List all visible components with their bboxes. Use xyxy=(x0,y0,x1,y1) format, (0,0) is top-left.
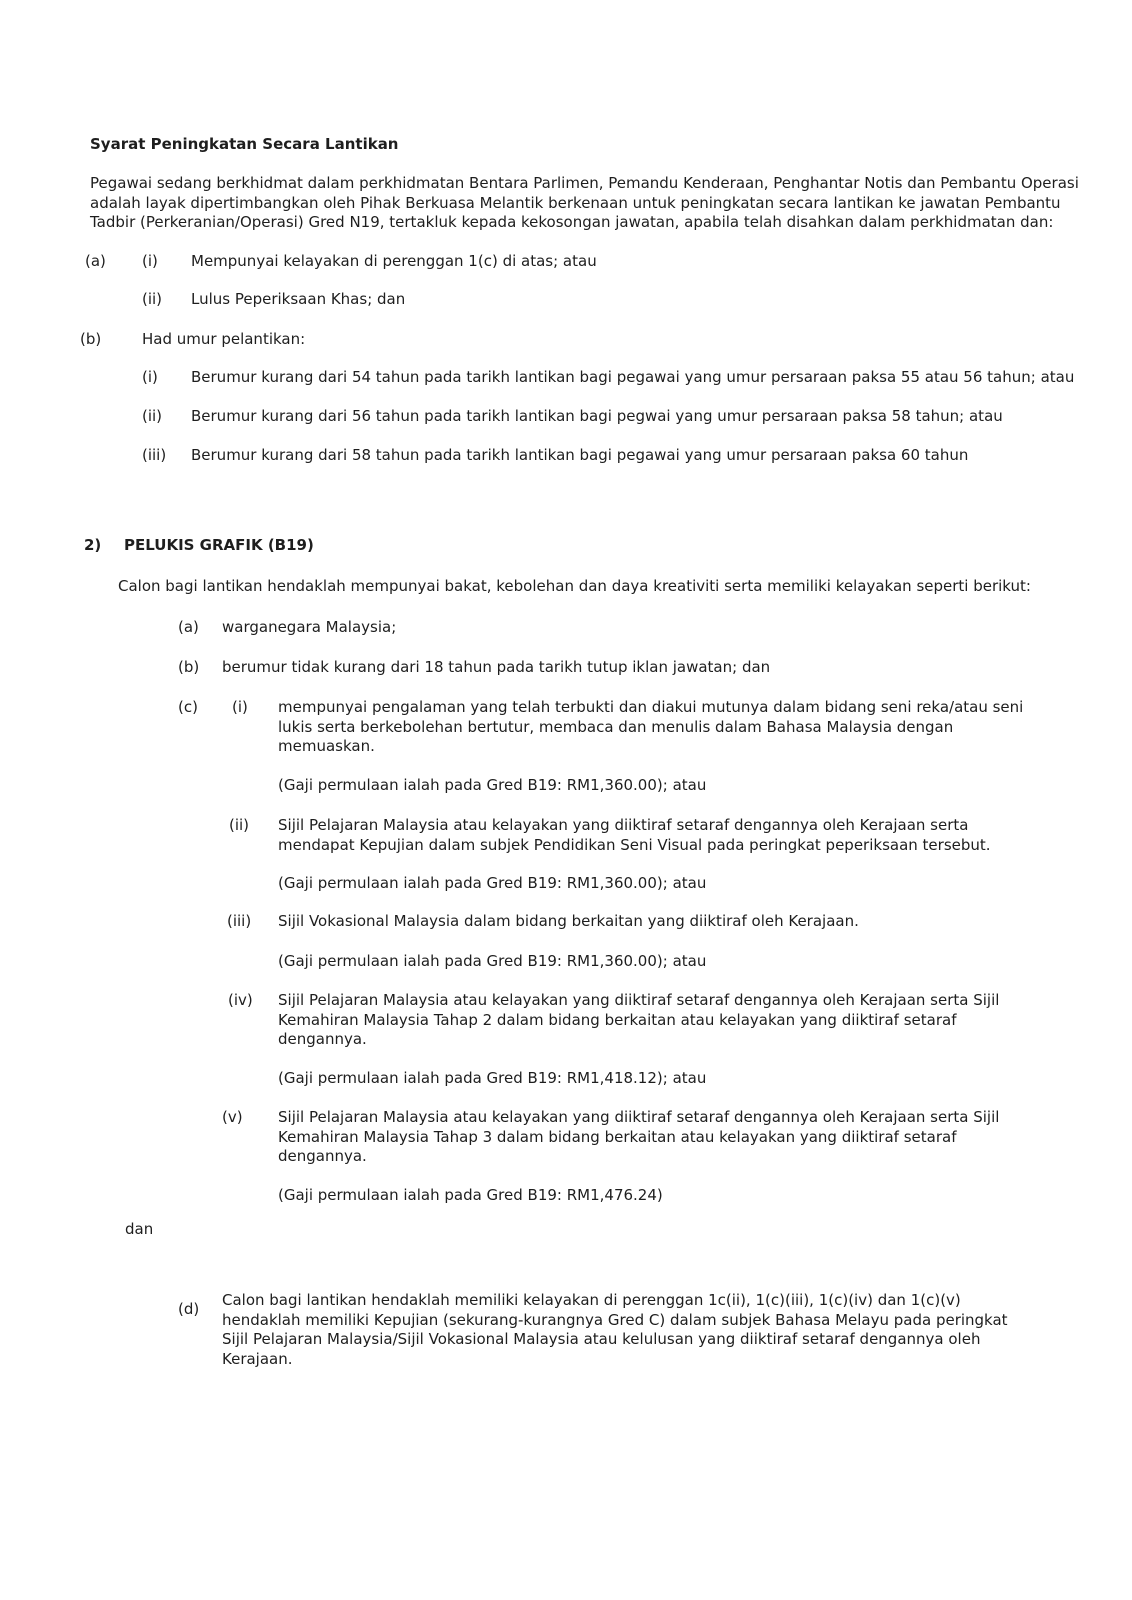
item-label-b: (b) xyxy=(80,330,102,348)
subitem-text: Berumur kurang dari 54 tahun pada tarikh lantikan bagi pegawai yang umur persaraan paksa 55 atau 56 tahun; atau xyxy=(191,368,1075,386)
salary-note: (Gaji permulaan ialah pada Gred B19: RM1,360.00); atau xyxy=(278,874,707,892)
subitem-text: Berumur kurang dari 58 tahun pada tarikh lantikan bagi pegawai yang umur persaraan paksa 60 tahun xyxy=(191,446,969,464)
item-label-a: (a) xyxy=(178,618,199,636)
item-text-a: warganegara Malaysia; xyxy=(222,618,397,636)
paragraph-line: memuaskan. xyxy=(278,737,375,755)
paragraph-line: dengannya. xyxy=(278,1147,367,1165)
option-text xyxy=(278,698,1023,757)
salary-note: (Gaji permulaan ialah pada Gred B19: RM1,418.12); atau xyxy=(278,1069,707,1087)
paragraph-line: mendapat Kepujian dalam subjek Pendidikan Seni Visual pada peringkat peperiksaan tersebut. xyxy=(278,835,991,854)
salary-note: (Gaji permulaan ialah pada Gred B19: RM1,476.24) xyxy=(278,1186,663,1204)
paragraph-line: Kemahiran Malaysia Tahap 2 dalam bidang berkaitan atau kelayakan yang diiktiraf setaraf xyxy=(278,1010,957,1029)
paragraph-line: Pegawai sedang berkhidmat dalam perkhidmatan Bentara Parlimen, Pemandu Kenderaan, Penghantar Notis dan Pembantu Operasi xyxy=(90,174,1079,192)
item-label-c: (c) xyxy=(178,698,198,716)
paragraph-line: Kerajaan. xyxy=(222,1349,293,1368)
option-text xyxy=(278,816,991,855)
subitem-label: (iii) xyxy=(142,446,167,464)
option-label: (iv) xyxy=(228,991,253,1009)
salary-note: (Gaji permulaan ialah pada Gred B19: RM1,360.00); atau xyxy=(278,952,707,970)
option-label: (ii) xyxy=(229,816,250,834)
paragraph-line: Calon bagi lantikan hendaklah memiliki kelayakan di perenggan 1c(ii), 1(c)(iii), 1(c)(iv) dan 1(c)(v) xyxy=(222,1291,961,1309)
paragraph-line: mempunyai pengalaman yang telah terbukti dan diakui mutunya dalam bidang seni reka/atau seni xyxy=(278,698,1024,716)
paragraph-line: dengannya. xyxy=(278,1030,367,1048)
section-number: 2) xyxy=(84,536,102,554)
salary-note: (Gaji permulaan ialah pada Gred B19: RM1,360.00); atau xyxy=(278,776,707,794)
paragraph-line: Sijil Pelajaran Malaysia atau kelayakan yang diiktiraf setaraf dengannya oleh Kerajaan serta Sijil xyxy=(278,1108,1000,1126)
intro-paragraph xyxy=(90,174,1079,233)
paragraph-line: Sijil Pelajaran Malaysia/Sijil Vokasional Malaysia atau kelulusan yang diiktiraf setaraf dengannya oleh xyxy=(222,1330,981,1348)
item-label-b: (b) xyxy=(178,658,200,676)
subitem-text: Mempunyai kelayakan di perenggan 1(c) di atas; atau xyxy=(191,252,597,270)
option-label: (iii) xyxy=(227,912,252,930)
option-text xyxy=(278,991,999,1050)
paragraph-line: Kemahiran Malaysia Tahap 3 dalam bidang berkaitan atau kelayakan yang diiktiraf setaraf xyxy=(278,1127,957,1146)
subitem-label: (i) xyxy=(142,368,158,386)
subitem-text: Lulus Peperiksaan Khas; dan xyxy=(191,290,406,308)
option-label: (v) xyxy=(222,1108,243,1126)
item-text-b: berumur tidak kurang dari 18 tahun pada tarikh tutup iklan jawatan; dan xyxy=(222,658,771,676)
section-heading: Syarat Peningkatan Secara Lantikan xyxy=(90,135,399,153)
conjunction-text: dan xyxy=(125,1220,154,1238)
subitem-label: (ii) xyxy=(142,407,163,425)
option-text xyxy=(278,912,859,932)
paragraph-line: Sijil Pelajaran Malaysia atau kelayakan yang diiktiraf setaraf dengannya oleh Kerajaan serta Sijil xyxy=(278,991,1000,1009)
paragraph-line: lukis serta berkebolehan bertutur, membaca dan menulis dalam Bahasa Malaysia dengan xyxy=(278,717,954,736)
section-intro: Calon bagi lantikan hendaklah mempunyai bakat, kebolehan dan daya kreativiti serta memiliki kelayakan seperti berikut: xyxy=(118,577,1031,595)
paragraph-line: Tadbir (Perkeranian/Operasi) Gred N19, tertakluk kepada kekosongan jawatan, apabila telah disahkan dalam perkhidmatan dan: xyxy=(90,213,1054,231)
option-label: (i) xyxy=(232,698,248,716)
paragraph-line: adalah layak dipertimbangkan oleh Pihak Berkuasa Melantik berkenaan untuk peningkatan secara lantikan ke jawatan Pembantu xyxy=(90,193,1061,212)
section-title: PELUKIS GRAFIK (B19) xyxy=(124,536,314,554)
subitem-text: Berumur kurang dari 56 tahun pada tarikh lantikan bagi pegwai yang umur persaraan paksa 58 tahun; atau xyxy=(191,407,1003,425)
option-text xyxy=(278,1108,999,1167)
paragraph-line: hendaklah memiliki Kepujian (sekurang-kurangnya Gred C) dalam subjek Bahasa Melayu pada peringkat xyxy=(222,1310,1008,1329)
item-label-d: (d) xyxy=(178,1300,200,1318)
paragraph-line: Sijil Vokasional Malaysia dalam bidang berkaitan yang diiktiraf oleh Kerajaan. xyxy=(278,912,859,930)
item-text-d xyxy=(222,1291,1008,1369)
item-text-b: Had umur pelantikan: xyxy=(142,330,306,348)
item-label-a: (a) xyxy=(85,252,106,270)
subitem-label: (ii) xyxy=(142,290,163,308)
paragraph-line: Sijil Pelajaran Malaysia atau kelayakan yang diiktiraf setaraf dengannya oleh Kerajaan serta xyxy=(278,816,969,834)
subitem-label: (i) xyxy=(142,252,158,270)
